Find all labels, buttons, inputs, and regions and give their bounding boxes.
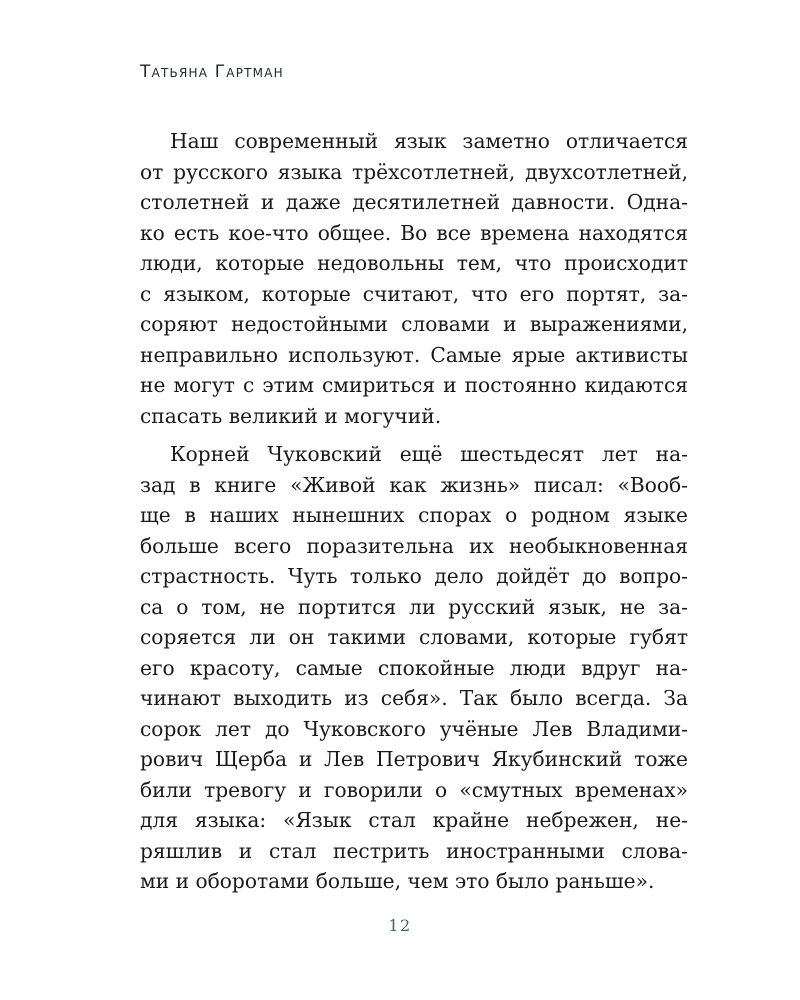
text-line: неправильно используют. Самые ярые активисты xyxy=(140,342,688,367)
paragraph xyxy=(140,126,688,431)
text-line: ряшлив и стал пестрить иностранными слова- xyxy=(140,838,688,863)
text-line: люди, которые недовольны тем, что происходит xyxy=(140,251,688,275)
text-line: не могут с этим смириться и постоянно кидаются xyxy=(140,373,688,397)
text-line: Корней Чуковский ещё шестьдесят лет на- xyxy=(170,442,688,466)
text-line: били тревогу и говорили о «смутных временах» xyxy=(140,777,688,802)
text-line: спасать великий и могучий. xyxy=(140,403,442,428)
text-line: ко есть кое-что общее. Во все времена находятся xyxy=(140,220,688,245)
text-line: чинают выходить из себя». Так было всегда. За xyxy=(140,686,688,710)
text-line: са о том, не портится ли русский язык, не за- xyxy=(140,594,688,619)
text-line: зад в книге «Живой как жизнь» писал: «Вооб- xyxy=(140,472,688,497)
text-line: его красоту, самые спокойные люди вдруг на- xyxy=(140,655,688,680)
text-line: сорок лет до Чуковского учёные Лев Владими- xyxy=(140,716,688,741)
text-line: ми и оборотами больше, чем это было раньше». xyxy=(140,869,655,893)
text-line: соряют недостойными словами и выражениями, xyxy=(140,312,688,336)
running-head-author: Татьяна Гартман xyxy=(140,62,284,82)
paragraph-gap xyxy=(140,431,688,439)
text-line: рович Щерба и Лев Петрович Якубинский тоже xyxy=(140,747,688,771)
text-line: больше всего поразительна их необыкновенная xyxy=(140,533,688,558)
text-line: Наш современный язык заметно отличается xyxy=(170,129,688,153)
text-line: столетней и даже десятилетней давности. Одна- xyxy=(140,190,688,214)
text-line: от русского языка трёхсотлетней, двухсотлетней, xyxy=(140,159,688,184)
text-line: соряется ли он такими словами, которые губят xyxy=(140,625,688,649)
page-number: 12 xyxy=(388,916,412,935)
body-text xyxy=(140,126,688,897)
paragraph xyxy=(140,439,688,897)
text-line: с языком, которые считают, что его портят, за- xyxy=(140,281,688,306)
text-line: страстность. Чуть только дело дойдёт до вопро- xyxy=(140,564,688,588)
text-line: для языка: «Язык стал крайне небрежен, не- xyxy=(140,808,688,832)
text-line: ще в наших нынешних спорах о родном языке xyxy=(140,503,688,527)
